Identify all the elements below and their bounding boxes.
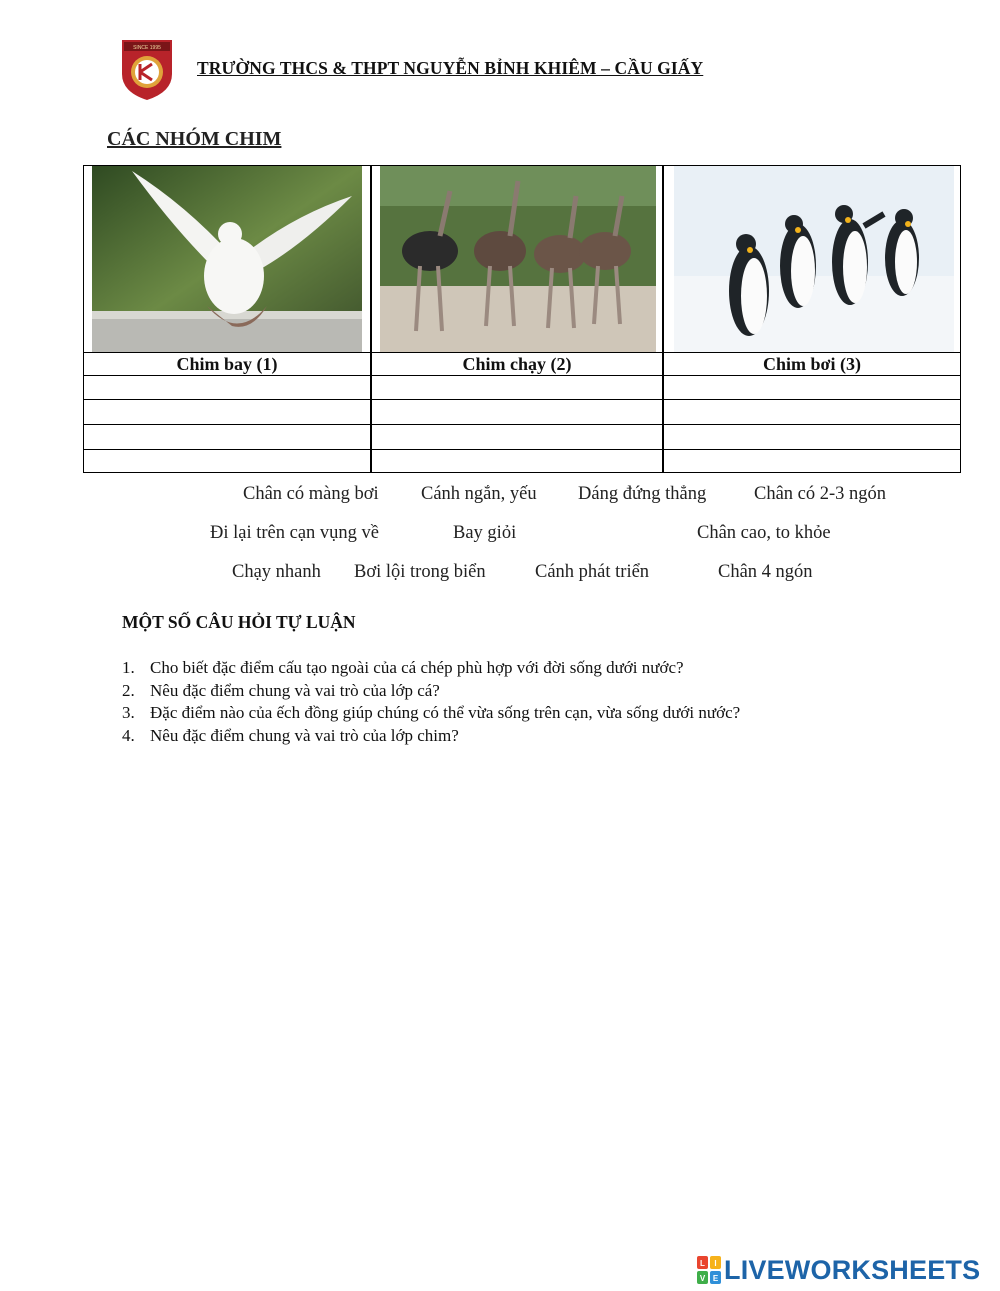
column-header-swimming-birds: Chim bơi (3) [763, 354, 861, 374]
answer-cell-3-2[interactable] [373, 425, 661, 448]
word-option[interactable]: Chân có màng bơi [243, 484, 379, 504]
answer-cell-4-1[interactable] [86, 450, 369, 473]
question-item: 3. Đặc điểm nào của ếch đồng giúp chúng có thể vừa sống trên cạn, vừa sống dưới nước? [122, 702, 740, 725]
bird-groups-table [83, 165, 961, 473]
question-item: 1. Cho biết đặc điểm cấu tạo ngoài của cá chép phù hợp với đời sống dưới nước? [122, 657, 740, 680]
word-option[interactable]: Chân có 2-3 ngón [754, 484, 887, 504]
word-option[interactable]: Bơi lội trong biển [354, 562, 486, 582]
answer-cell-4-3[interactable] [665, 450, 958, 473]
answer-cell-2-2[interactable] [373, 400, 661, 423]
word-option[interactable]: Chạy nhanh [232, 562, 321, 582]
questions-title: MỘT SỐ CÂU HỎI TỰ LUẬN [122, 612, 356, 632]
answer-cell-1-2[interactable] [373, 376, 661, 399]
word-option[interactable]: Cánh phát triển [535, 562, 650, 582]
question-text: Nêu đặc điểm chung và vai trò của lớp cá? [150, 680, 440, 700]
penguins-photo [674, 166, 954, 352]
svg-text:L: L [700, 1259, 705, 1268]
school-logo [118, 36, 176, 102]
word-option[interactable]: Đi lại trên cạn vụng về [210, 523, 380, 543]
svg-text:I: I [714, 1259, 717, 1268]
answer-cell-3-3[interactable] [665, 425, 958, 448]
question-item: 4. Nêu đặc điểm chung và vai trò của lớp chim? [122, 725, 740, 748]
word-option[interactable]: Cánh ngắn, yếu [421, 484, 537, 504]
svg-text:V: V [699, 1274, 706, 1283]
question-item: 2. Nêu đặc điểm chung và vai trò của lớp cá? [122, 680, 740, 703]
answer-cell-1-1[interactable] [86, 376, 369, 399]
ostriches-photo [380, 166, 656, 352]
questions-list [122, 657, 740, 747]
question-text: Nêu đặc điểm chung và vai trò của lớp chim? [150, 725, 459, 745]
section-title: CÁC NHÓM CHIM [107, 128, 282, 150]
svg-text:E: E [712, 1274, 719, 1283]
column-header-flying-birds: Chim bay (1) [176, 354, 278, 374]
word-option[interactable]: Chân 4 ngón [718, 562, 813, 582]
word-option[interactable]: Dáng đứng thẳng [578, 484, 707, 504]
column-header-running-birds: Chim chạy (2) [462, 354, 572, 374]
brand-name: LIVEWORKSHEETS [724, 1254, 981, 1285]
white-dove-photo [92, 166, 362, 352]
liveworksheets-logo [697, 1254, 980, 1286]
svg-text:SINCE 1995: SINCE 1995 [133, 45, 161, 51]
answer-cell-4-2[interactable] [373, 450, 661, 473]
answer-cell-2-1[interactable] [86, 400, 369, 423]
answer-cell-2-3[interactable] [665, 400, 958, 423]
word-option[interactable]: Bay giỏi [453, 523, 517, 543]
question-text: Đặc điểm nào của ếch đồng giúp chúng có thể vừa sống trên cạn, vừa sống dưới nước? [150, 703, 741, 722]
school-name: TRƯỜNG THCS & THPT NGUYỄN BỈNH KHIÊM – CẦU GIẤY [197, 58, 704, 78]
answer-cell-3-1[interactable] [86, 425, 369, 448]
liveworksheets-icon [697, 1256, 721, 1284]
word-option[interactable]: Chân cao, to khỏe [697, 523, 831, 543]
question-text: Cho biết đặc điểm cấu tạo ngoài của cá chép phù hợp với đời sống dưới nước? [150, 658, 684, 677]
answer-cell-1-3[interactable] [665, 376, 958, 399]
